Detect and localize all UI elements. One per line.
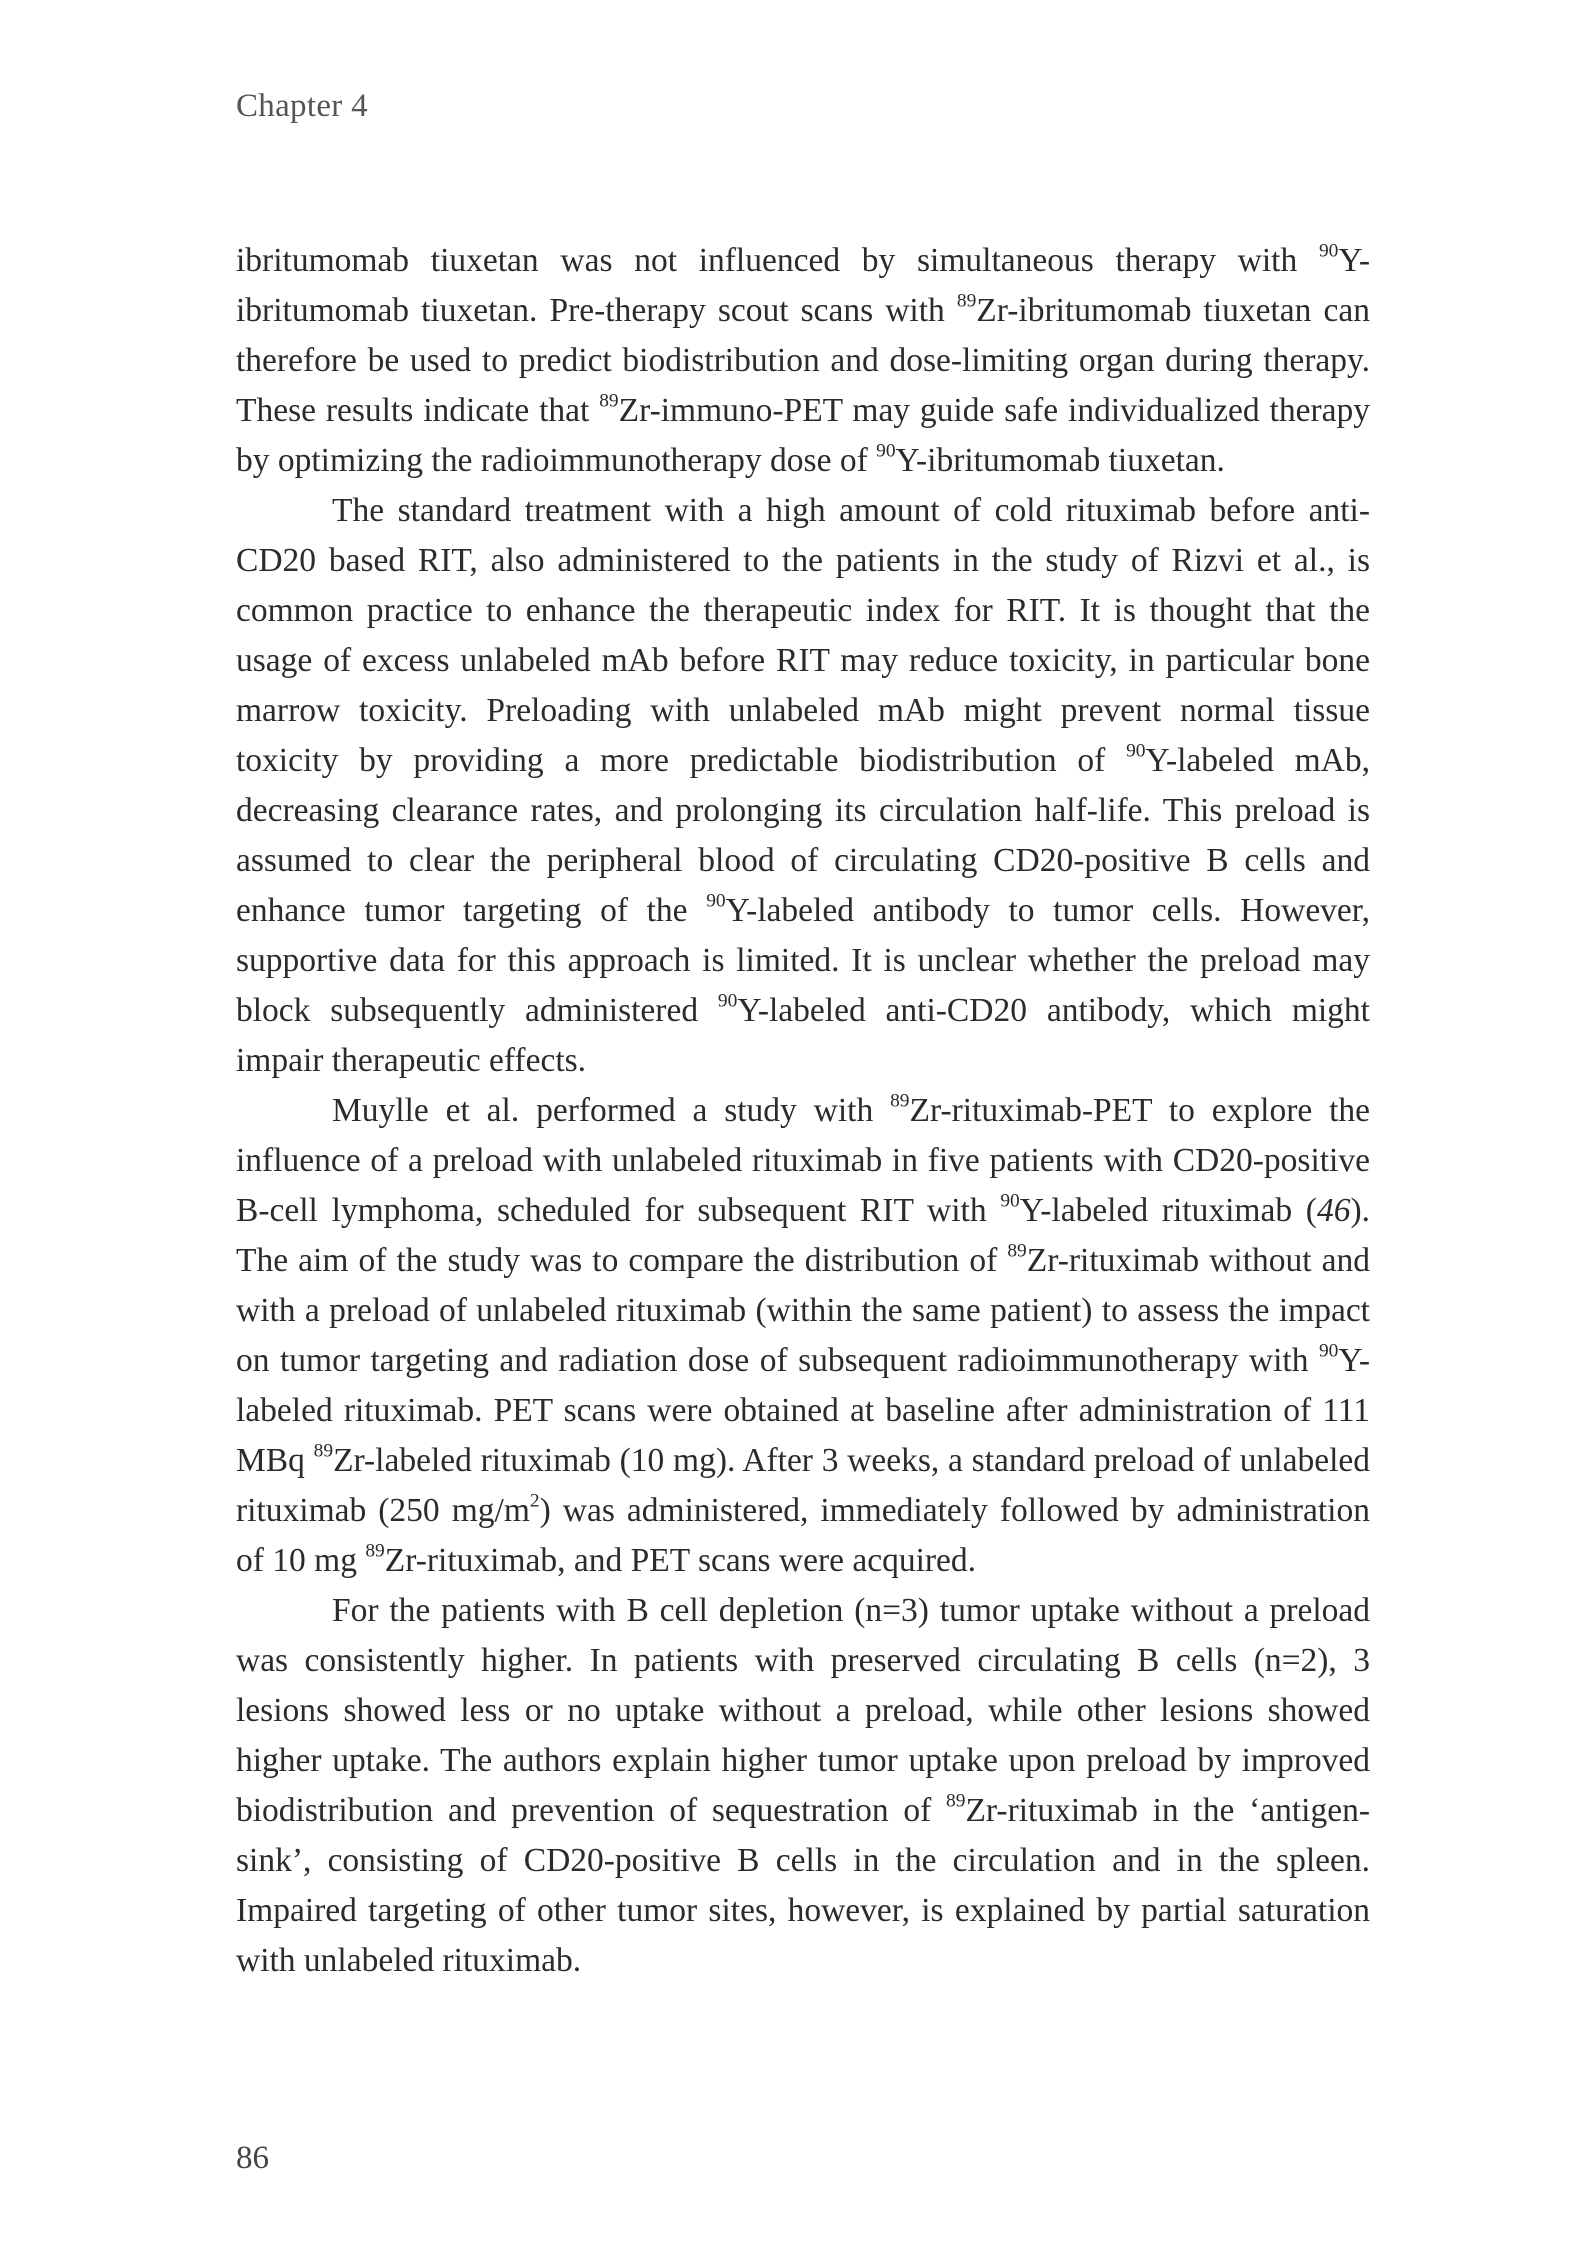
page-number: 86 bbox=[236, 2140, 269, 2176]
text-run: Y-ibritumomab tiuxetan. Pre-therapy scout scans with bbox=[236, 242, 1370, 329]
superscript: 89 bbox=[599, 390, 619, 412]
paragraph-4 bbox=[236, 1586, 1370, 1986]
text-run: Y-labeled rituximab. PET scans were obtained at baseline after administration of 111 MBq bbox=[236, 1342, 1370, 1479]
superscript: 90 bbox=[1318, 240, 1339, 262]
superscript: 90 bbox=[1126, 740, 1146, 762]
body-text bbox=[236, 236, 1370, 1986]
superscript: 90 bbox=[1000, 1190, 1020, 1212]
superscript: 89 bbox=[956, 290, 977, 312]
text-run: Y-labeled antibody to tumor cells. However, supportive data for this approach is limited. It is unclear whether the preload may block subsequently administered bbox=[236, 892, 1370, 1029]
text-run: ) was administered, immediately followed by administration of 10 mg bbox=[236, 1492, 1370, 1579]
text-run: Muylle et al. performed a study with bbox=[332, 1092, 891, 1129]
text-run: Zr-labeled rituximab (10 mg). After 3 weeks, a standard preload of unlabeled rituximab (250 mg/m bbox=[236, 1442, 1370, 1529]
superscript: 90 bbox=[706, 890, 726, 912]
superscript: 90 bbox=[717, 990, 738, 1012]
superscript: 89 bbox=[365, 1540, 385, 1562]
superscript: 90 bbox=[1318, 1340, 1339, 1362]
text-run: Y-labeled mAb, decreasing clearance rates, and prolonging its circulation half-life. This preload is assumed to clear the peripheral blood of circulating CD20-positive B cells and enhance tumor targeting of the bbox=[236, 742, 1370, 929]
text-run: The standard treatment with a high amount of cold rituximab before anti-CD20 based RIT, also administered to the patients in the study of Rizvi et al., is common practice to enhance the therapeutic index for RIT. It is thought that the usage of excess unlabeled mAb before RIT may reduce toxicity, in particular bone marrow toxicity. Preloading with unlabeled mAb might prevent normal tissue toxicity by providing a more predictable biodistribution of bbox=[236, 492, 1370, 779]
text-run: Zr-immuno-PET may guide safe individualized therapy by optimizing the radioimmunotherapy dose of bbox=[236, 392, 1370, 479]
paragraph-1 bbox=[236, 236, 1370, 486]
paragraph-3 bbox=[236, 1086, 1370, 1586]
superscript: 90 bbox=[876, 440, 896, 462]
text-run: ibritumomab tiuxetan was not influenced by simultaneous therapy with bbox=[236, 242, 1319, 279]
superscript: 89 bbox=[1007, 1240, 1027, 1262]
superscript: 89 bbox=[890, 1090, 910, 1112]
text-run: For the patients with B cell depletion (n=3) tumor uptake without a preload was consistently higher. In patients with preserved circulating B cells (n=2), 3 lesions showed less or no uptake without a preload, while other lesions showed higher uptake. The authors explain higher tumor uptake upon preload by improved biodistribution and prevention of sequestration of bbox=[236, 1592, 1370, 1829]
text-run: Y-ibritumomab tiuxetan. bbox=[895, 442, 1225, 479]
citation-number: 46 bbox=[1316, 1192, 1351, 1229]
text-run: Y-labeled anti-CD20 antibody, which might impair therapeutic effects. bbox=[236, 992, 1370, 1079]
text-run: Zr-rituximab, and PET scans were acquired. bbox=[384, 1542, 977, 1579]
text-run: ). The aim of the study was to compare the distribution of bbox=[236, 1192, 1370, 1279]
paragraph-2 bbox=[236, 486, 1370, 1086]
superscript: 2 bbox=[529, 1490, 540, 1512]
text-run: Zr-rituximab without and with a preload of unlabeled rituximab (within the same patient) to assess the impact on tumor targeting and radiation dose of subsequent radioimmunotherapy with bbox=[236, 1242, 1371, 1379]
text-run: Zr-rituximab in the ‘antigen-sink’, consisting of CD20-positive B cells in the circulation and in the spleen. Impaired targeting of other tumor sites, however, is explained by partial saturation with unlabeled rituximab. bbox=[236, 1792, 1371, 1979]
text-run: Zr-rituximab-PET to explore the influence of a preload with unlabeled rituximab in five patients with CD20-positive B-cell lymphoma, scheduled for subsequent RIT with bbox=[236, 1092, 1371, 1229]
superscript: 89 bbox=[313, 1440, 334, 1462]
text-run: Y-labeled rituximab ( bbox=[1019, 1192, 1317, 1229]
text-run: Zr-ibritumomab tiuxetan can therefore be used to predict biodistribution and dose-limiting organ during therapy. These results indicate that bbox=[236, 292, 1370, 429]
superscript: 89 bbox=[946, 1790, 966, 1812]
running-head: Chapter 4 bbox=[236, 88, 368, 124]
